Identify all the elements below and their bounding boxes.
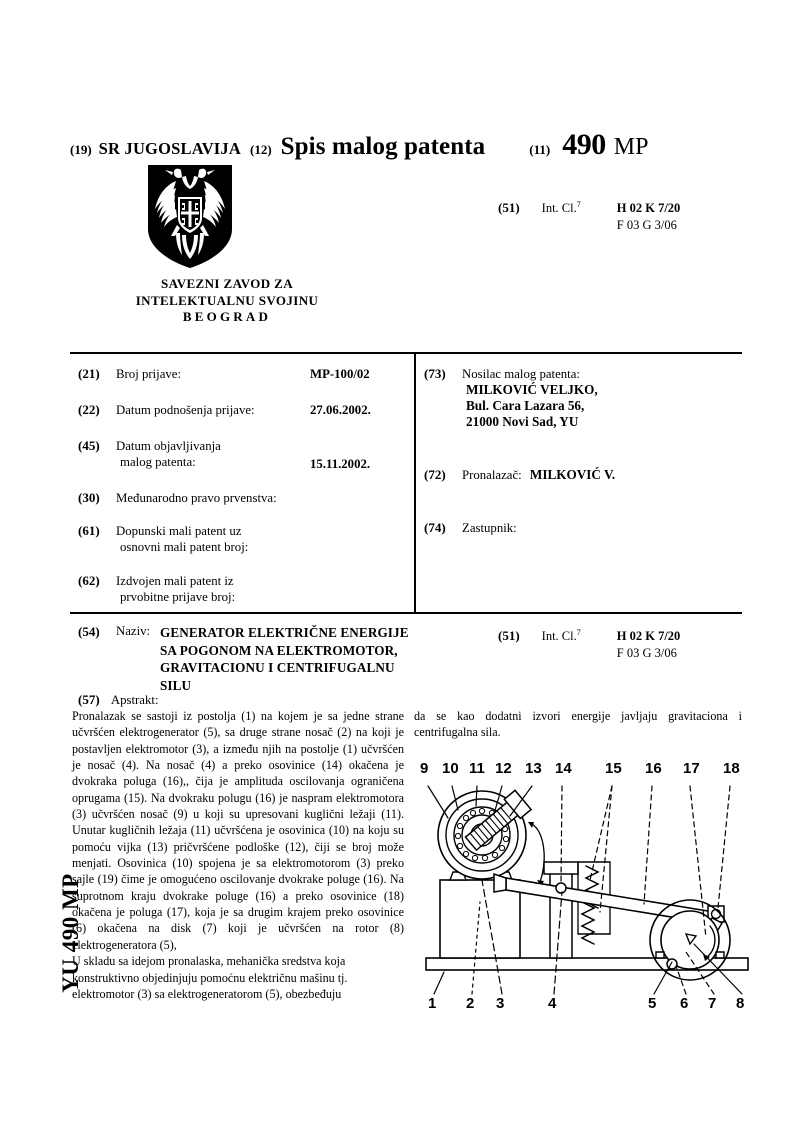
inid-code-11: (11) [529, 142, 551, 157]
int-cl-code-2-top: F 03 G 3/06 [616, 218, 677, 232]
international-classification-bottom [498, 628, 680, 662]
inid-code-51-bottom: (51) [498, 628, 520, 643]
field-publication-date [78, 438, 398, 470]
office-line-2: INTELEKTUALNU SVOJINU [135, 292, 319, 308]
figure-label-14: 14 [555, 760, 572, 777]
int-cl-edition-bottom: 7 [576, 628, 581, 637]
figure-label-18: 18 [723, 760, 740, 777]
int-cl-codes-bottom [617, 628, 681, 662]
spine-label: YU 490 MP [58, 873, 83, 993]
figure-label-2: 2 [466, 995, 475, 1012]
patent-holder-street: Bul. Cara Lazara 56, [466, 398, 585, 413]
inid-code-12: (12) [250, 142, 272, 157]
field-inventor [424, 467, 734, 483]
inid-code-51-top: (51) [498, 200, 520, 215]
figure-label-13: 13 [525, 760, 542, 777]
int-cl-label-top: Int. Cl.$^7$ [541, 200, 581, 216]
coat-of-arms-icon [146, 163, 234, 269]
field-addition-to-patent [78, 523, 398, 555]
filing-date-value: 27.06.2002. [310, 403, 371, 417]
abstract-continuation: da se kao dodatni izvori energije javljaju gravitaciona i centrifugalna sila. [414, 709, 742, 740]
document-type-title: Spis malog patenta [280, 133, 486, 160]
document-header [70, 128, 742, 168]
int-cl-code-1-top: H 02 K 7/20 [616, 201, 681, 215]
figure-label-6: 6 [680, 995, 689, 1012]
field-application-number [78, 366, 398, 382]
field-patent-holder [424, 366, 734, 430]
int-cl-code-1-bottom: H 02 K 7/20 [616, 629, 681, 643]
inid-code-30: (30) [78, 490, 100, 505]
abstract-heading [78, 692, 159, 708]
publication-number: 490 [562, 128, 606, 161]
field-divisional [78, 573, 398, 605]
patent-holder-city: 21000 Novi Sad, YU [466, 414, 579, 429]
figure-label-10: 10 [442, 760, 459, 777]
title-line-2: SA POGONOM NA ELEKTROMOTOR, [160, 642, 398, 658]
field-priority [78, 490, 398, 506]
abstract-label: Apstrakt: [110, 693, 159, 707]
publication-date-label-2: malog patenta: [120, 455, 196, 469]
table-bottom-rule [70, 612, 742, 614]
figure-label-9: 9 [420, 760, 429, 777]
inid-code-72: (72) [424, 467, 446, 482]
patent-holder-name: MILKOVIĆ VELJKO, [466, 382, 598, 397]
divisional-label-2: prvobitne prijave broj: [120, 590, 236, 604]
table-top-rule [70, 352, 742, 354]
figure-label-3: 3 [496, 995, 505, 1012]
title-line-1: GENERATOR ELEKTRIČNE ENERGIJE [160, 625, 409, 640]
figure-label-8: 8 [736, 995, 745, 1012]
filing-date-label: Datum podnošenja prijave: [116, 403, 255, 417]
figure-label-5: 5 [648, 995, 657, 1012]
inid-code-62: (62) [78, 573, 100, 588]
application-number-value: MP-100/02 [310, 367, 370, 381]
figure-label-12: 12 [495, 760, 512, 777]
inid-code-21: (21) [78, 366, 100, 381]
inventor-label: Pronalazač: [462, 468, 522, 482]
inid-code-19: (19) [70, 142, 92, 157]
figure-label-7: 7 [708, 995, 717, 1012]
figure-label-11: 11 [469, 760, 485, 777]
issuing-country: SR JUGOSLAVIJA [98, 139, 241, 158]
inid-code-57: (57) [78, 692, 100, 707]
field-filing-date [78, 402, 398, 418]
invention-title-text [160, 624, 409, 694]
figure-label-4: 4 [548, 995, 557, 1012]
inid-code-54: (54) [78, 624, 100, 639]
inid-code-61: (61) [78, 523, 100, 538]
patent-figure [414, 762, 760, 1020]
inid-code-22: (22) [78, 402, 100, 417]
abstract-text-right-column [414, 708, 742, 741]
issuing-office-name [112, 276, 342, 326]
inid-code-45: (45) [78, 438, 100, 453]
addition-label: Dopunski mali patent uz [116, 524, 242, 538]
abstract-text-left-column [72, 708, 404, 1002]
invention-title-label: Naziv: [116, 624, 151, 638]
figure-label-17: 17 [683, 760, 700, 777]
application-number-label: Broj prijave: [116, 367, 182, 381]
publication-date-label: Datum objavljivanja [116, 439, 221, 453]
publication-kind-code: MP [613, 134, 649, 160]
invention-title-section [78, 624, 409, 694]
int-cl-edition-top: 7 [576, 200, 581, 209]
office-city: BEOGRAD [182, 309, 272, 324]
figure-label-15: 15 [605, 760, 622, 777]
int-cl-label-bottom: Int. Cl.$^7$ [541, 628, 581, 644]
title-line-3: GRAVITACIONU I CENTRIFUGALNU [160, 660, 395, 675]
table-column-divider [414, 354, 416, 612]
divisional-label: Izdvojen mali patent iz [116, 574, 234, 588]
abstract-paragraph-1: Pronalazak se sastoji iz postolja (1) na kojem je sa jedne strane učvršćen elektrogenerator (5), sa druge strane nosač (2) na koji je postavljen elektromotor (3), a između njih na postolje (1) učvršćen je nosač (4). Na nosač (4) a preko osovinice (14) okačena je dvokraka poluga (16),, čija je amplituda oscilovanja ograničena oprugama (15). Na dvokraku polugu (16) je naspram elektromotora (3) učvršćen nosač (9) u koji su upresovani kuglični ležaji (11). Unutar kugličnih ležaja (11) učvršćena je osovinica (10) na koju su pomoću vijka (13) pričvršćene podloške (12), čiji se broj može menjati. Osovinica (10) spojena je sa elektromotorom (3) preko sajle (19) čime je omogućeno oscilovanje dvokrake poluge (16). Na suprotnom kraju dvokrake poluge (16) a preko osovinice (18) okačena je poluga (17), koja je sa drugim krajem preko osovinice (6) okačena na disk (7) koji je učvršćen na rotor (8) elektrogeneratora (5), [72, 709, 404, 952]
abstract-paragraph-2: U skladu sa idejom pronalaska, mehanička sredstva koja konstruktivno objedinjuju pomoćnu električnu mašinu tj. elektromotor (3) sa elektrogeneratorom (5), obezbeđuju [72, 954, 348, 1001]
title-line-4: SILU [160, 677, 192, 693]
publication-date-value: 15.11.2002. [310, 457, 371, 471]
figure-label-1: 1 [428, 995, 437, 1012]
field-representative [424, 520, 734, 536]
representative-label: Zastupnik: [462, 521, 517, 535]
inid-code-74: (74) [424, 520, 446, 535]
inventor-value: MILKOVIĆ V. [529, 467, 616, 482]
int-cl-codes-top [617, 200, 681, 234]
international-classification-top [498, 200, 748, 234]
inid-code-73: (73) [424, 366, 446, 381]
priority-label: Međunarodno pravo prvenstva: [116, 491, 277, 505]
figure-label-16: 16 [645, 760, 662, 777]
addition-label-2: osnovni mali patent broj: [120, 540, 249, 554]
patent-holder-label: Nosilac malog patenta: [462, 367, 580, 381]
int-cl-code-2-bottom: F 03 G 3/06 [616, 646, 677, 660]
office-line-1: SAVEZNI ZAVOD ZA [160, 276, 294, 291]
